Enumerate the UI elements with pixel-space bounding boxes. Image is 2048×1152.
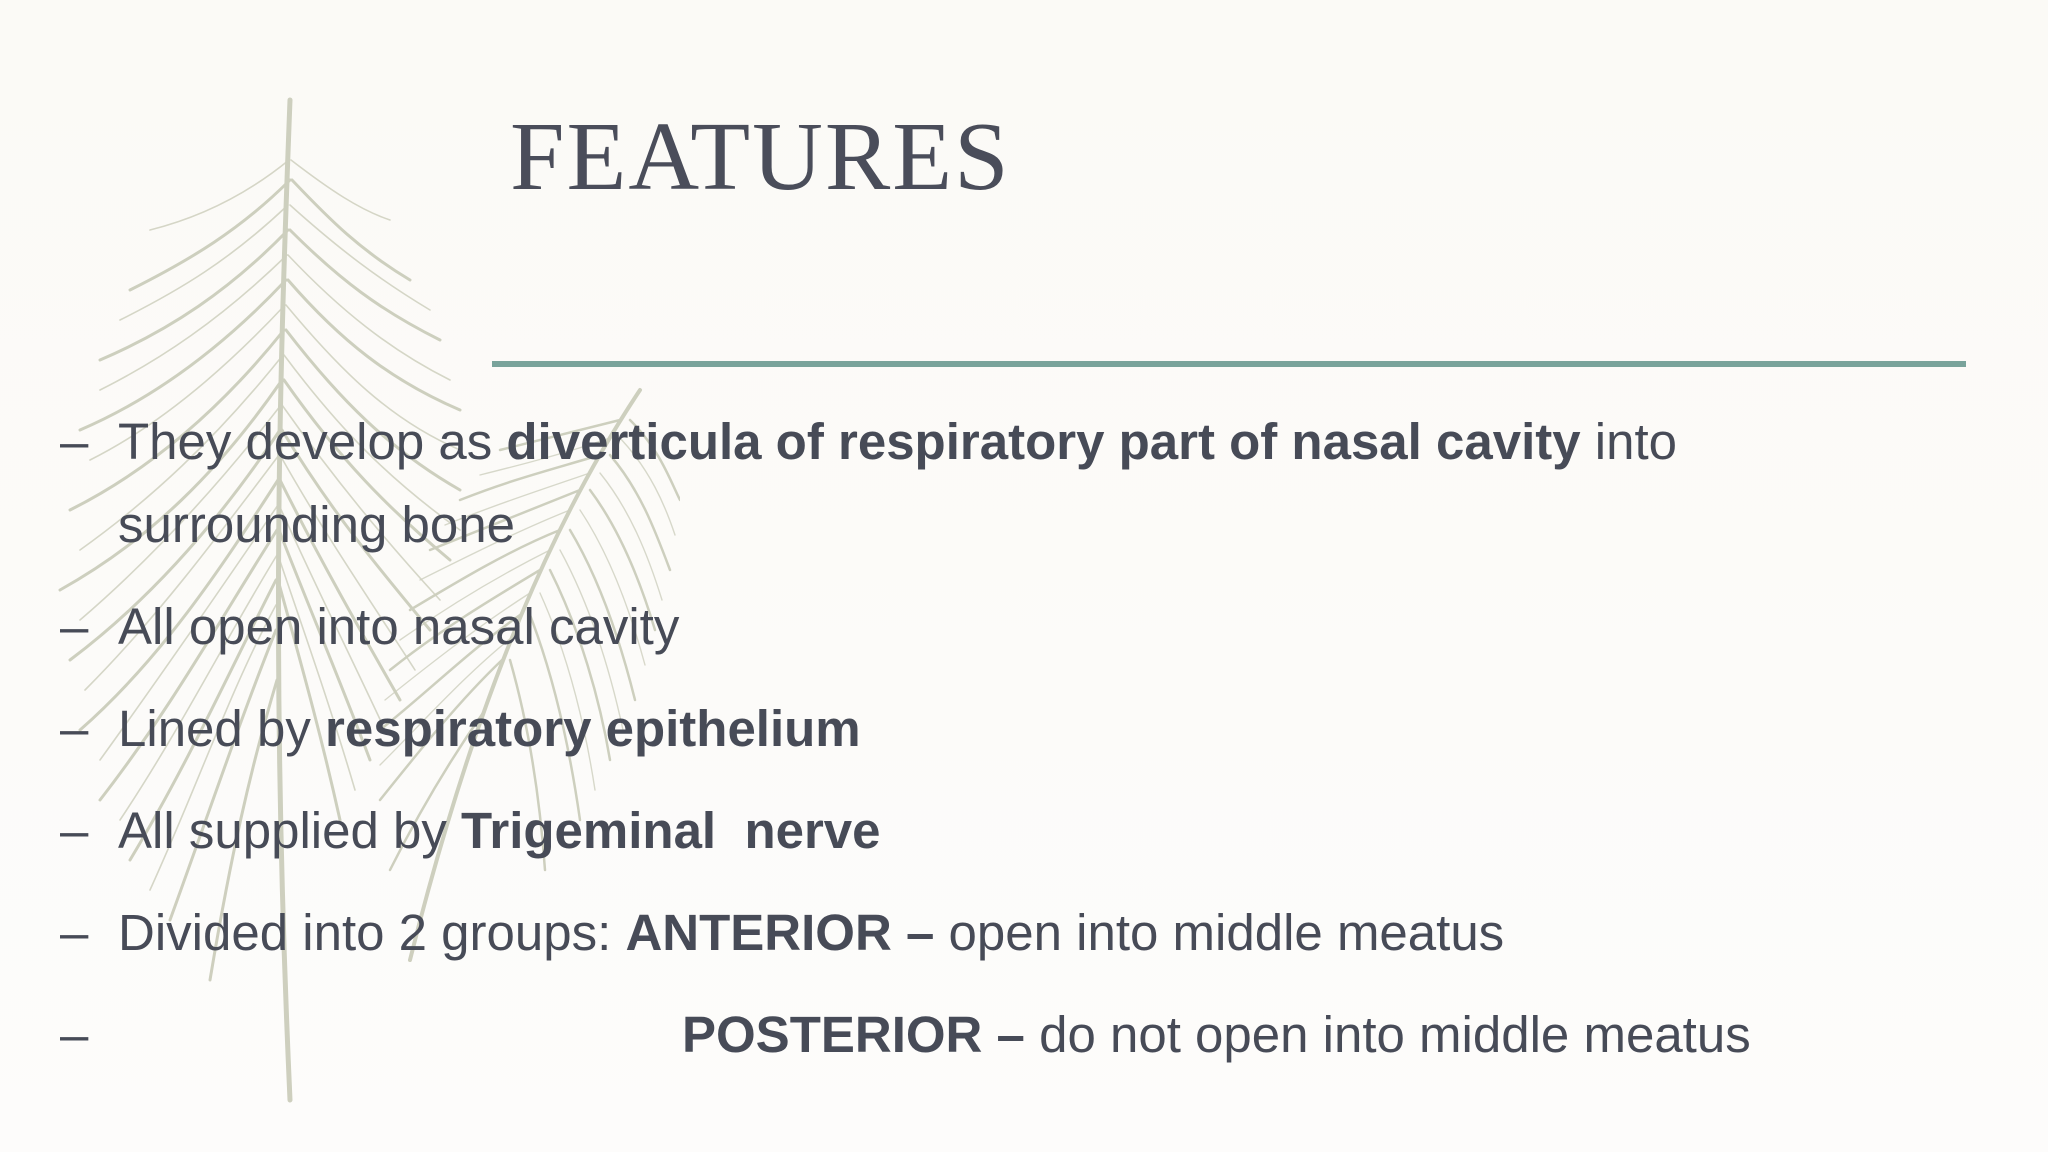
dash-bullet: – bbox=[60, 598, 89, 655]
list-item bbox=[60, 400, 1960, 566]
list-item bbox=[60, 687, 1960, 770]
bullet-text: Lined by bbox=[118, 700, 325, 757]
dash-bullet: – bbox=[60, 700, 89, 757]
bullet-bold-text: POSTERIOR – bbox=[682, 1006, 1025, 1063]
list-item bbox=[60, 585, 1960, 668]
bullet-text: open into middle meatus bbox=[934, 904, 1505, 961]
bullet-bold-text: ANTERIOR – bbox=[625, 904, 935, 961]
slide-title: FEATURES bbox=[510, 103, 1011, 211]
dash-bullet: – bbox=[60, 413, 89, 470]
bullet-text: do not open into middle meatus bbox=[1024, 1006, 1751, 1063]
bullet-bold-text: Trigeminal nerve bbox=[461, 802, 881, 859]
bullet-bold-text: respiratory epithelium bbox=[325, 700, 861, 757]
list-item bbox=[60, 993, 1960, 1076]
dash-bullet: – bbox=[60, 1006, 89, 1063]
title-divider bbox=[492, 361, 1966, 367]
list-item bbox=[60, 891, 1960, 974]
bullet-list bbox=[60, 400, 1960, 1095]
dash-bullet: – bbox=[60, 802, 89, 859]
bullet-text: All open into nasal cavity bbox=[118, 598, 680, 655]
bullet-text: They develop as bbox=[118, 413, 507, 470]
bullet-bold-text: diverticula of respiratory part of nasal cavity bbox=[506, 413, 1581, 470]
dash-bullet: – bbox=[60, 904, 89, 961]
bullet-text: into surrounding bone bbox=[118, 413, 1678, 553]
bullet-text: All supplied by bbox=[118, 802, 462, 859]
list-item bbox=[60, 789, 1960, 872]
bullet-text: Divided into 2 groups: bbox=[118, 904, 626, 961]
